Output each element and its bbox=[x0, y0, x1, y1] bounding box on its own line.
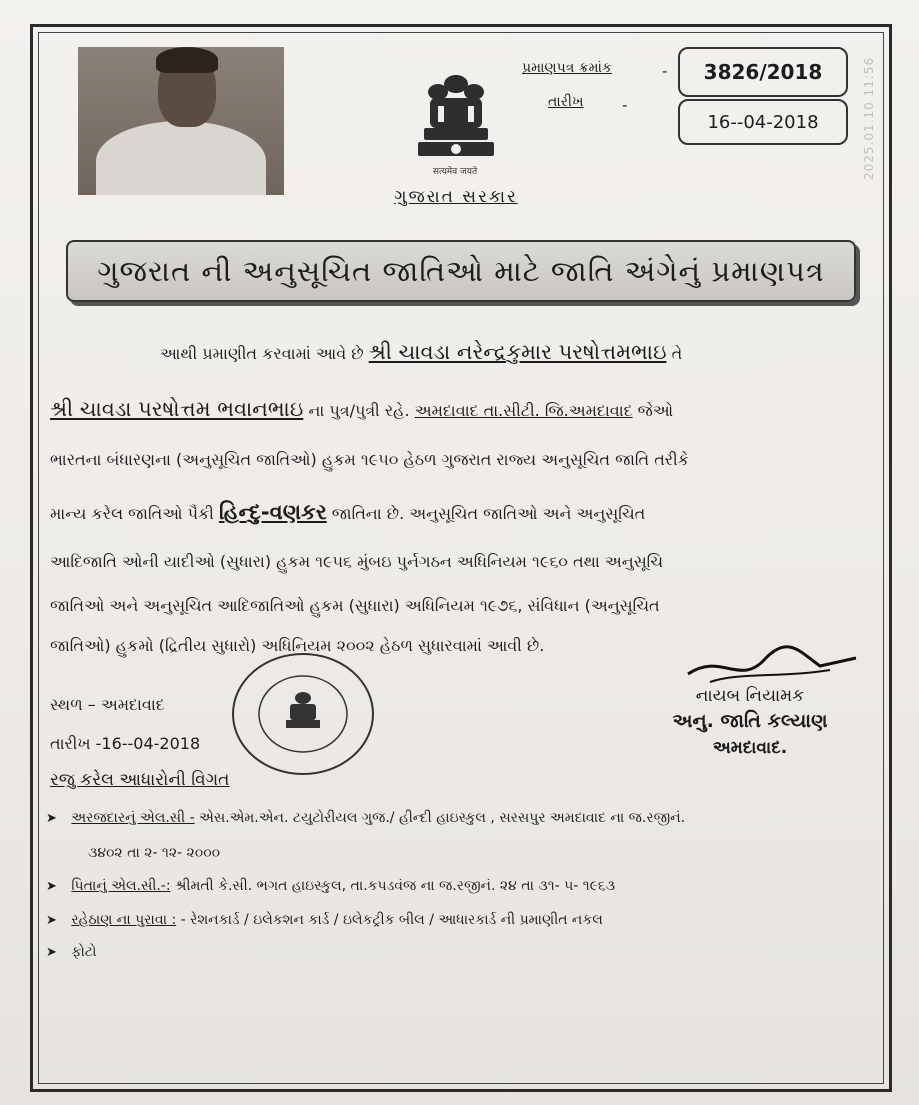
doc-item-label: પિતાનું એલ.સી.-: bbox=[71, 878, 171, 894]
address-text: અમદાવાદ તા.સીટી. જિ.અમદાવાદ bbox=[414, 401, 633, 420]
office-seal-stamp bbox=[230, 650, 376, 778]
timestamp-watermark: 2025.01.10 11:56 bbox=[862, 56, 876, 180]
intro-text: આથી પ્રમાણીત કરવામાં આવે છે bbox=[160, 344, 364, 363]
body-line-3: ભારતના બંધારણના (અનુસૂચિત જાતિઓ) હુકમ ૧૯૫૦ હેઠળ ગુજરાત રાજ્ય અનુસૂચિત જાતિ તરીકે bbox=[50, 450, 689, 469]
body-line-6: જાતિઓ અને અનુસૂચિત આદિજાતિઓ હુકમ (સુધારા) અધિનિયમ ૧૯૭૬, સંવિધાન (અનુસૂચિત bbox=[50, 596, 660, 615]
arrow-icon: ➤ bbox=[46, 811, 57, 826]
place-text: સ્થળ – અમદાવાદ bbox=[50, 695, 165, 714]
dash-separator: - bbox=[622, 96, 628, 114]
date-label: તારીખ bbox=[548, 94, 584, 110]
doc-item-3 bbox=[46, 912, 603, 928]
emblem-motto: सत्यमेव जयते bbox=[432, 167, 478, 177]
body-line-7: જાતિઓ) હુકમો (દ્રિતીય સુધારો) અધિનિયમ ૨૦૦૨ હેઠળ સુધારવામાં આવી છે. bbox=[50, 636, 545, 655]
issue-date-text: તારીખ -16--04-2018 bbox=[50, 734, 201, 753]
doc-item-1-cont: ૩૪૦૨ તા ૨- ૧૨- ૨૦૦૦ bbox=[88, 845, 221, 861]
doc-item-label: રહેઠાણ ના પુરાવા : bbox=[71, 912, 177, 928]
certificate-no-box: 3826/2018 bbox=[678, 47, 848, 97]
relation-text: ના પુત્ર/પુત્રી રહે. bbox=[308, 401, 410, 420]
officer-title-2: અનુ. જાતિ કલ્યાણ bbox=[672, 710, 828, 732]
doc-item-value: - રેશનકાર્ડ / ઇલેકશન કાર્ડ / ઇલેકટ્રીક બીલ / આધારકાર્ડ ની પ્રમાણીત નકલ bbox=[180, 912, 603, 928]
doc-item-2 bbox=[46, 878, 615, 894]
arrow-icon: ➤ bbox=[46, 879, 57, 894]
ashoka-emblem-icon bbox=[408, 64, 504, 160]
father-name: શ્રી ચાવડા પરષોત્તમ ભવાનભાઇ bbox=[50, 397, 304, 421]
doc-item-value: શ્રીમતી કે.સી. ભગત હાઇસ્કુલ, તા.કપડવંજ ના જ.રજીનં. ૨૪ તા ૩૧- ૫- ૧૯૬૩ bbox=[175, 878, 616, 894]
doc-item-label: અરજદારનું એલ.સી - bbox=[71, 810, 195, 826]
doc-item-4 bbox=[46, 944, 97, 960]
connector-text: જેઓ bbox=[637, 401, 674, 420]
date-box: 16--04-2018 bbox=[678, 99, 848, 145]
connector-text: તે bbox=[671, 344, 683, 363]
officer-signature bbox=[680, 642, 860, 692]
body-line-2 bbox=[50, 397, 673, 422]
body-line-1 bbox=[160, 340, 682, 365]
officer-title-1: નાયબ નિયામક bbox=[695, 686, 805, 706]
government-name: ગુજરાત સરકાર bbox=[394, 187, 518, 207]
body-line-4 bbox=[50, 500, 645, 525]
certificate-no-label: પ્રમાણપત્ર ક્રમાંક bbox=[522, 60, 612, 76]
arrow-icon: ➤ bbox=[46, 913, 57, 928]
holder-name: શ્રી ચાવડા નરેન્દ્રકુમાર પરષોત્તમભાઇ bbox=[368, 340, 667, 364]
certificate-title: ગુજરાત ની અનુસૂચિત જાતિઓ માટે જાતિ અંગેનું પ્રમાણપત્ર bbox=[66, 240, 856, 302]
documents-heading: રજુ કરેલ આધારોની વિગત bbox=[50, 770, 230, 790]
caste-name: હિન્દુ-વણકર bbox=[218, 500, 327, 524]
applicant-photo bbox=[78, 47, 284, 195]
arrow-icon: ➤ bbox=[46, 945, 57, 960]
caste-intro: માન્ય કરેલ જાતિઓ પૈકી bbox=[50, 504, 214, 523]
doc-item-value: એસ.એમ.એન. ટયુટોરીયલ ગુજ./ હીન્દી હાઇસ્કુલ , સરસપુર અમદાવાદ ના જ.રજીનં. bbox=[199, 810, 686, 826]
doc-item-value: ફોટો bbox=[71, 944, 97, 960]
caste-suffix: જાતિના છે. અનુસૂચિત જાતિઓ અને અનુસૂચિત bbox=[331, 504, 646, 523]
dash-separator: - bbox=[662, 62, 668, 80]
body-line-5: આદિજાતિ ઓની યાદીઓ (સુધારા) હુકમ ૧૯૫૬ મુંબઇ પુર્નગઠન અધિનિયમ ૧૯૬૦ તથા અનુસૂચિ bbox=[50, 552, 664, 571]
doc-item-1 bbox=[46, 810, 685, 826]
officer-title-3: અમદાવાદ. bbox=[712, 738, 788, 758]
